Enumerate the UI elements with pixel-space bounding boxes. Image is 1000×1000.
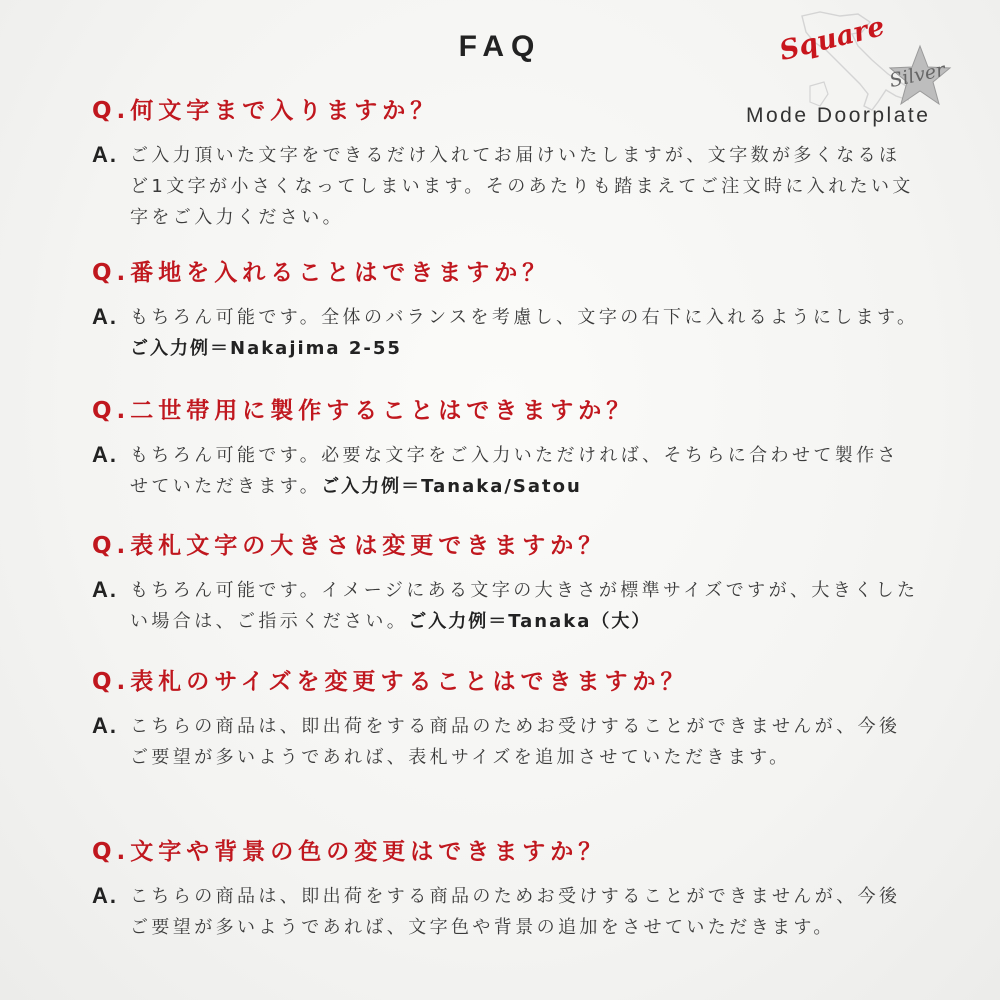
faq-item	[92, 837, 922, 943]
faq-question: Q.表札文字の大きさは変更できますか？	[92, 533, 607, 559]
answer-text	[130, 575, 920, 637]
input-example: ご入力例＝Nakajima 2-55	[130, 338, 402, 359]
faq-question: Q.文字や背景の色の変更はできますか？	[92, 839, 607, 865]
faq-item	[92, 258, 922, 364]
answer-body: こちらの商品は、即出荷をする商品のためお受けすることができませんが、今後ご要望が多いようであれば、文字色や背景の追加をさせていただきます。	[130, 886, 901, 938]
answer-body: ご入力頂いた文字をできるだけ入れてお届けいたしますが、文字数が多くなるほど1文字が小さくなってしまいます。そのあたりも踏まえてご注文時に入れたい文字をご入力ください。	[130, 145, 914, 228]
answer-body: こちらの商品は、即出荷をする商品のためお受けすることができませんが、今後ご要望が多いようであれば、表札サイズを追加させていただきます。	[130, 716, 901, 768]
answer-mark: A.	[92, 713, 118, 738]
faq-item	[92, 96, 922, 233]
faq-question: Q.番地を入れることはできますか？	[92, 260, 551, 286]
answer-text	[130, 440, 920, 502]
answer-mark: A.	[92, 442, 118, 467]
faq-question: Q.表札のサイズを変更することはできますか？	[92, 669, 689, 695]
faq-question: Q.何文字まで入りますか？	[92, 98, 439, 124]
answer-mark: A.	[92, 304, 118, 329]
logo-square-text: Square	[776, 11, 888, 68]
faq-question: Q.二世帯用に製作することはできますか？	[92, 398, 635, 424]
faq-item	[92, 531, 922, 637]
answer-text	[130, 302, 920, 364]
input-example: ご入力例＝Tanaka/Satou	[321, 476, 582, 497]
answer-text	[130, 140, 920, 233]
answer-text	[130, 881, 920, 943]
input-example: ご入力例＝Tanaka（大）	[408, 611, 652, 632]
answer-mark: A.	[92, 577, 118, 602]
answer-text	[130, 711, 920, 773]
logo-subtitle: Mode Doorplate	[746, 104, 931, 127]
page-title: FAQ	[458, 30, 542, 63]
faq-answer	[92, 575, 922, 637]
faq-item	[92, 396, 922, 502]
faq-answer	[92, 440, 922, 502]
faq-answer	[92, 881, 922, 943]
faq-answer	[92, 711, 922, 773]
logo-silver-text: Silver	[887, 58, 948, 92]
faq-answer	[92, 140, 922, 233]
answer-body: もちろん可能です。必要な文字をご入力いただければ、そちらに合わせて製作させていただきます。	[130, 445, 899, 497]
faq-answer	[92, 302, 922, 364]
answer-body: もちろん可能です。イメージにある文字の大きさが標準サイズですが、大きくしたい場合は、ご指示ください。	[130, 580, 919, 632]
answer-mark: A.	[92, 142, 118, 167]
answer-body: もちろん可能です。全体のバランスを考慮し、文字の右下に入れるようにします。	[130, 307, 919, 328]
answer-mark: A.	[92, 883, 118, 908]
faq-item	[92, 667, 922, 773]
